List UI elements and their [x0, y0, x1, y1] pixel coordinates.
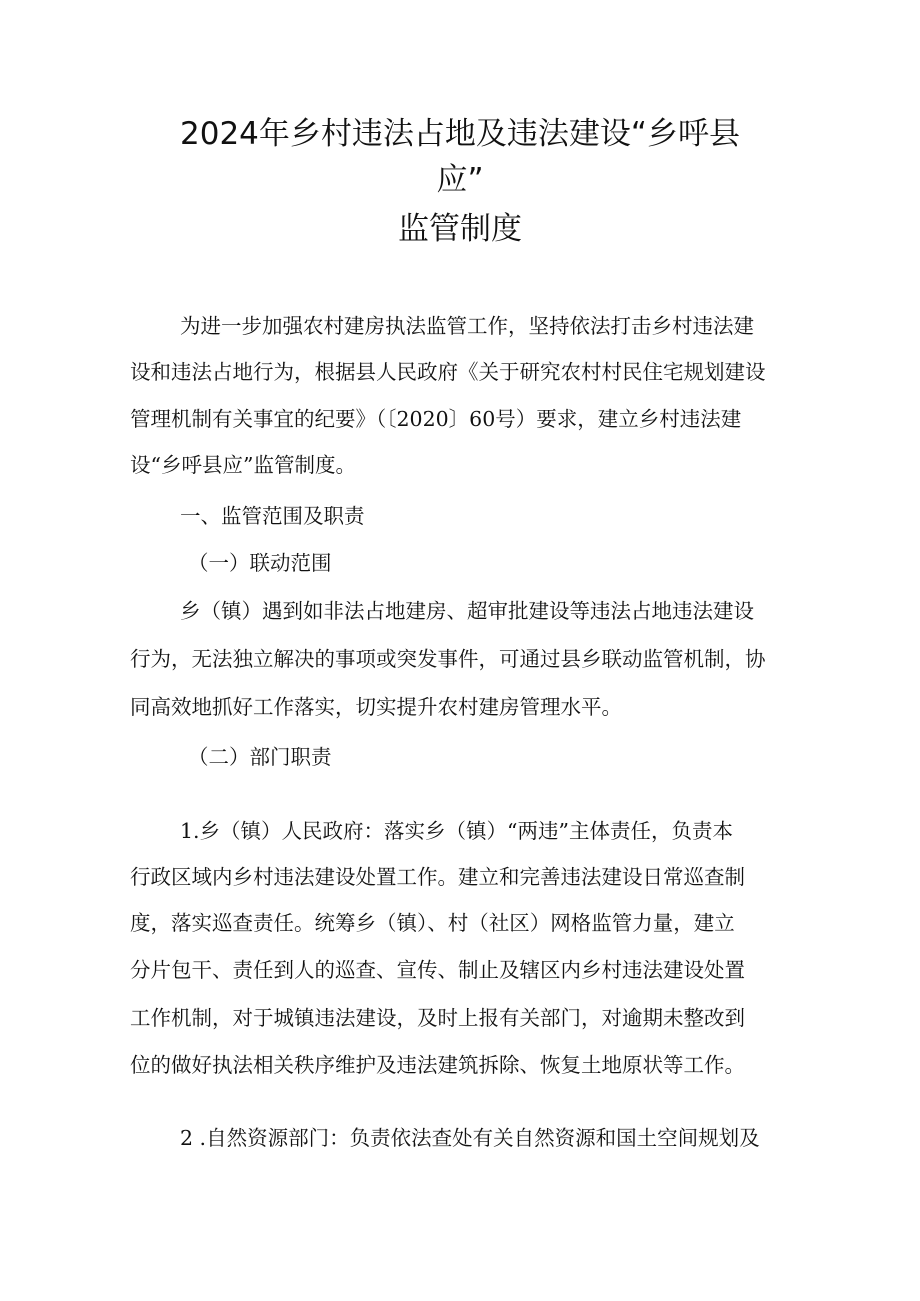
linkage-paragraph-line-2: 行为，无法独立解决的事项或突发事件，可通过县乡联动监管机制，协 [130, 647, 766, 671]
subheading-linkage-scope: （一）联动范围 [188, 551, 332, 575]
duty-township-line-2: 行政区域内乡村违法建设处置工作。建立和完善违法建设日常巡查制 [130, 865, 745, 889]
document-title-line-2: 应” [436, 162, 484, 198]
document-title-line-3: 监管制度 [398, 211, 522, 247]
duty-natural-resources-line-1: 2 .自然资源部门：负责依法查处有关自然资源和国土空间规划及 [180, 1126, 760, 1150]
intro-line-4: 设“乡呼县应”监管制度。 [130, 453, 356, 477]
section-heading-scope: 一、监管范围及职责 [180, 504, 365, 528]
duty-township-line-5: 工作机制，对于城镇违法建设，及时上报有关部门，对逾期未整改到 [130, 1006, 745, 1030]
intro-line-1: 为进一步加强农村建房执法监管工作，坚持依法打击乡村违法建 [180, 314, 754, 338]
duty-township-line-6: 位的做好执法相关秩序维护及违法建筑拆除、恢复土地原状等工作。 [130, 1053, 745, 1077]
duty-township-line-1: 1.乡（镇）人民政府：落实乡（镇）“两违”主体责任，负责本 [180, 819, 734, 843]
duty-township-line-4: 分片包干、责任到人的巡查、宣传、制止及辖区内乡村违法建设处置 [130, 958, 745, 982]
duty-township-line-3: 度，落实巡查责任。统筹乡（镇）、村（社区）网格监管力量，建立 [130, 911, 735, 935]
subheading-department-duties: （二）部门职责 [188, 745, 332, 769]
intro-line-2: 设和违法占地行为，根据县人民政府《关于研究农村村民住宅规划建设 [130, 360, 766, 384]
linkage-paragraph-line-3: 同高效地抓好工作落实，切实提升农村建房管理水平。 [130, 695, 622, 719]
document-title-line-1: 2024年乡村违法占地及违法建设“乡呼县 [180, 116, 740, 152]
linkage-paragraph-line-1: 乡（镇）遇到如非法占地建房、超审批建设等违法占地违法建设 [180, 599, 754, 623]
intro-line-3: 管理机制有关事宜的纪要》（〔2020〕60号）要求，建立乡村违法建 [130, 407, 742, 431]
